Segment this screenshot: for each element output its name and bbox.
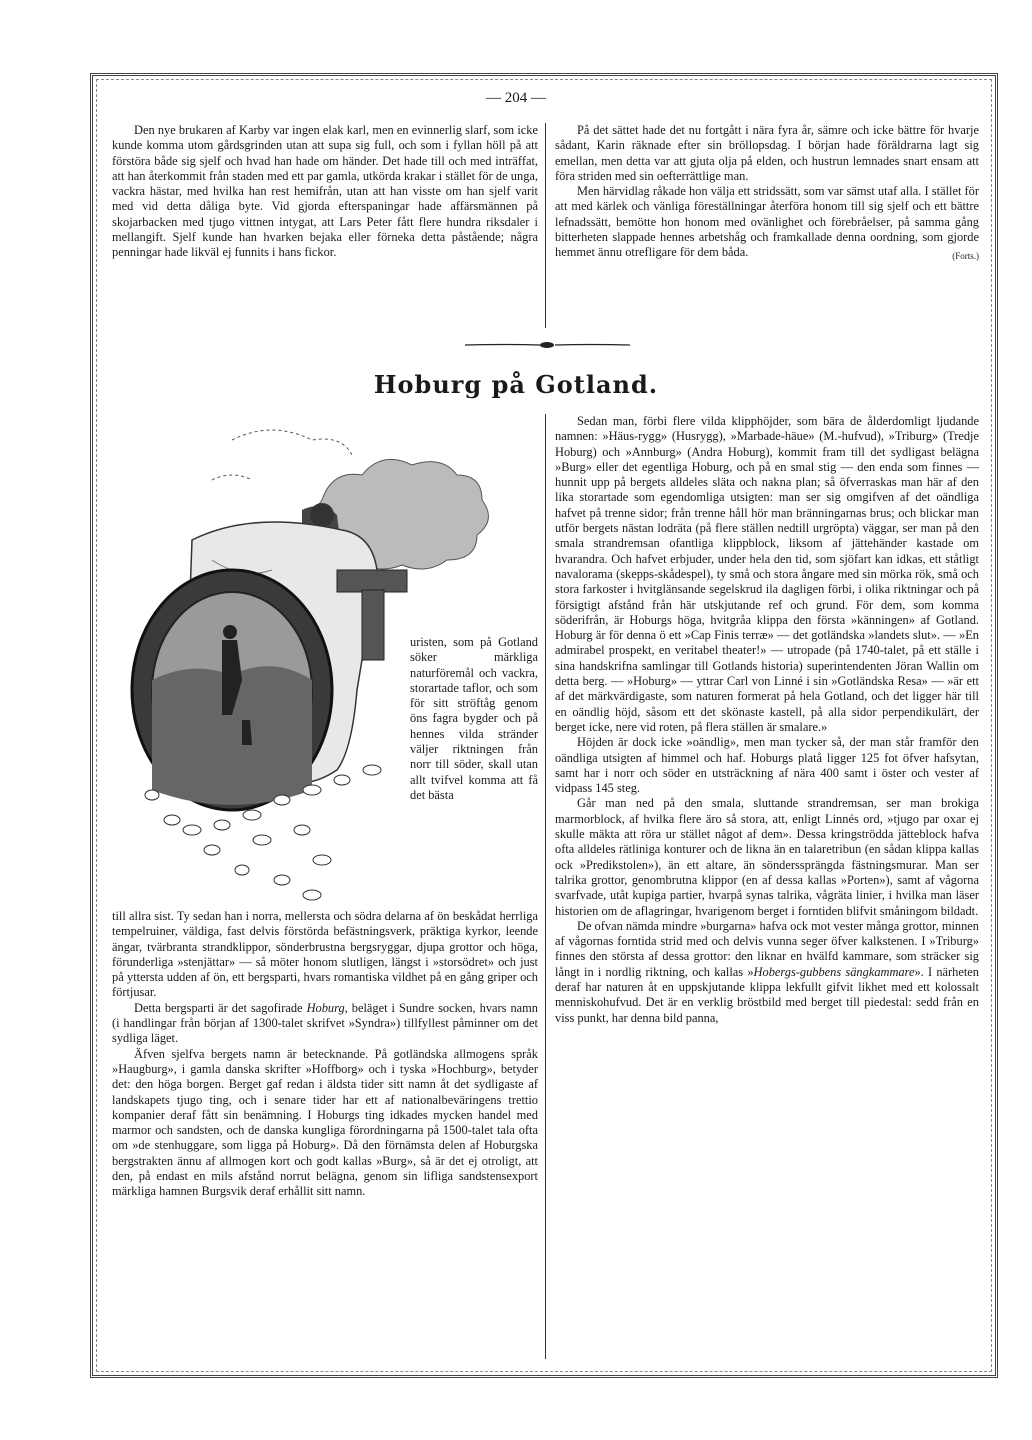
column-rule-article [545,414,546,1359]
page-number: — 204 — [486,90,546,106]
section-separator [465,340,630,350]
continued-note: (Forts.) [952,251,979,262]
story-paragraph: Den nye brukaren af Karby var ingen elak karl, men en evinnerlig slarf, som icke kunde komma utom gårdsgrinden utan att supa sig full, och som i fyllan höll på att förstöra både sig sjelf och hvad han hade om händer. Det hade till och med inträffat, att han återkommit från staden med ett par gamla, utkörda krakar i stället för de unga, vackra hästar, med hvilka han rest hemifrån, utan att han visste om han sjelf varit med vid detta dåliga byte. Vid gjorda efterspaningar hade affärsmännen på skojarbacken med tjugo vittnen intygat, att Lars Peter fått flere hundra riksdaler i mellangift. Sjelf kunde han hvarken bejaka eller förneka detta påstående; några penningar hade likväl ej funnits i hans fickor. [112,123,538,260]
article-paragraph: Sedan man, förbi flere vilda klipphöjder, som bära de ålderdomligt ljudande namnen: »Häus-rygg» (Husrygg), »Marbade-häue» (M.-hufvud), »Triburg» (Tredje Hoburg) och »Annburg» (Andra Hoburg), kommit fram till det sydligast belägna »Burg» eller det egentliga Hoburg, och på en smal stig — den enda som finnes — hunnit upp på bergets alldeles släta och nakna plan; så öfverraskas man här af den lika storartade som egendomliga utsigten: man ser sig omgifven af det oändliga hafvet på trenne sidor; från trenne håll hör man bränningarnas brus; och blickar man utför bergets nästan lodräta (på flere ställen nedtill urgröpta) väggar, ser man på den smala strandremsan ofantliga klippblock, liksom af jättehänder kastade om hvarandra. Och hafvet erbjuder, under hela den tid, som sjöfart kan idkas, ett ståtligt navalorama (skepps-skådespel), ty små och stora ångare med sin mörka rök, små och stora farkoster i hvitglänsande segelskrud ila dagligen förbi, i olika riktningar och på försigtigt afstånd från här utskjutande ref och grund. För dem, som komma söderifrån, är Hoburgs höga, hvitgråa klippa den första »känningen» af Gotland. Hoburg är för denna ö ett »Cap Finis terræ» — det gotländska »landets slut». — »En admirabel prospekt, en veritabel theater!» — utropade (på 1740-talet, på ett ställe i sina handskrifna samlingar till Gotlands historia) superintendenten Jöran Wallin om detta berg. — »Hoburg» — yttrar Carl von Linné i sin »Gotländska Resa» — »är ett af det märkvärdigaste, som naturen formerat på hela Gotland, och det ligger här till en oändlig höjd, såsom ett det skönaste kastell, på alla sidor perpendikulärt, der berget icke, nere vid roten, på flera ställen är smalare.» [555,414,979,734]
story-end-left-column [112,123,538,261]
article-paragraph: Går man ned på den smala, sluttande strandremsan, ser man brokiga marmorblock, af hvilka flere äro så stora, att, enligt Linnés ord, »tjugo par oxar ej skulle mäkta att röra ur stället något af dem». Dessa kringströdda jätteblock hafva ofta alldeles rätliniga konturer och de likna än en talaretribun (en sådan klippa kallas ock »Predikstolen»), än ett altare, än sönderssprängda fästningsmurar. Man ser talrika grottor, genombrutna klippor (en af dessa kallas »Porten»), samt af vågorna svarfvade, utåt kupiga partier, hvarpå synas talrika, vågräta linier, i hvilka man läser historien om de aflagringar, hvarigenom berget i forntiden blifvit småningom bildadt. [555,796,979,918]
story-end-right-column [555,123,979,265]
article-paragraph: Detta bergsparti är det sagofirade Hoburg, beläget i Sundre socken, hvars namn (i handlingar från början af 1300-talet skrifvet »Syndra») tillfyllest påminner om det sydliga läget. [112,1000,538,1046]
article-title: Hoburg på Gotland. [373,370,659,399]
article-paragraph: uristen, som på Gotland söker märkliga naturföremål och vackra, storartade taflor, och som för sitt ströftåg genom öns fagra bygder och på hennes vilda stränder väljer riktningen från norr till söder, skall utan allt tvifvel komma att få det bästa [410,635,538,802]
article-right-column [555,414,979,1026]
article-paragraph: till allra sist. Ty sedan han i norra, mellersta och södra delarna af ön beskådat herrliga tempelruiner, väldiga, fast delvis förstörda befästningsverk, präktiga kyrkor, leende ängar, tvärbranta strandklippor, sönderbrustna bergsryggar, djupa grottor och höga, förunderliga »stenjättar» — så möter honom slutligen, längst i »storsödret» och just på yttersta udden af ön, ett bergsparti, hvars romantiska vildhet på en gång griper och förtjusar. [112,909,538,1000]
story-paragraph: Men härvidlag råkade hon välja ett stridssätt, som var sämst utaf alla. I stället för att med kärlek och vänliga föreställningar återföra honom till sig sjelf och ett bättre lefnadssätt, bemötte hon honom med ovänlighet och förebråelser, på samma gång bitterheten slappade hennes arbetshåg och framkallade denna oordning, som gjorde hemmet ännu otrefligare för dem båda. (Forts.) [555,184,979,260]
story-paragraph: På det sättet hade det nu fortgått i nära fyra år, sämre och icke bättre för hvarje sådant, Karin räknade efter sin bröllopsdag. I början hade föräldrarna lagt sig emellan, men detta var att gjuta olja på elden, och hustrun lemnades snart ensam att föra striden med sin oefterrättlige man. [555,123,979,183]
article-left-column [112,909,538,1200]
column-rule-top [545,123,546,328]
article-paragraph: De ofvan nämda mindre »burgarna» hafva ock mot vester många grottor, minnen af vågornas forntida strid med och delvis vunna seger öfver kalkstenen. I »Triburg» finnes den största af dessa grottor: den liknar en hvälfd kammare, som sträcker sig långt in i nordlig riktning, och kallas »Hobergs-gubbens sängkammare». I närheten deraf har naturen åt en uppskjutande klippa lekfullt gifvit likhet med ett kolossalt menniskohufvud. Det är en verklig bröstbild med berget till piedestal: sedd från en viss punkt, har denna bild panna, [555,918,979,1025]
article-paragraph: Äfven sjelfva bergets namn är betecknande. På gotländska allmogens språk »Haugburg», i gamla danska skrifter »Hoffborg» och i tyska »Hochburg», betyder det: den höga borgen. Berget gaf redan i äldsta tider sitt namn åt det sydligaste af landskapets tjugo ting, och i senare tider har ett af nationalbeväringens trettio kompanier deraf fått sin benämning. I Hoburgs ting idkades mycken handel med marmor och sandsten, och de danska kungliga förordningarna på 1500-talet tala ofta om »de stenhuggare, som ligga på Hoburg». Då den förnämsta delen af Hoburgska bergstrakten ännu af allmogen kort och godt kallas »Burg», så är det ej otroligt, att den, på endast en mils afstånd norrut belägna, genom sin lifliga sandstensexport märkliga hamnen Burgsvik deraf erhållit sitt namn. [112,1046,538,1199]
article-paragraph: Höjden är dock icke »oändlig», men man tycker så, der man står framför den oändliga utsigten af himmel och haf. Hoburgs platå ligger 125 fot öfver hafsytan, samt har i norr och söder en utsträckning af nära 400 samt i öster och vester af vidpass 145 steg. [555,735,979,796]
oval-medallion [132,570,332,810]
article-narrow-column [410,635,538,803]
